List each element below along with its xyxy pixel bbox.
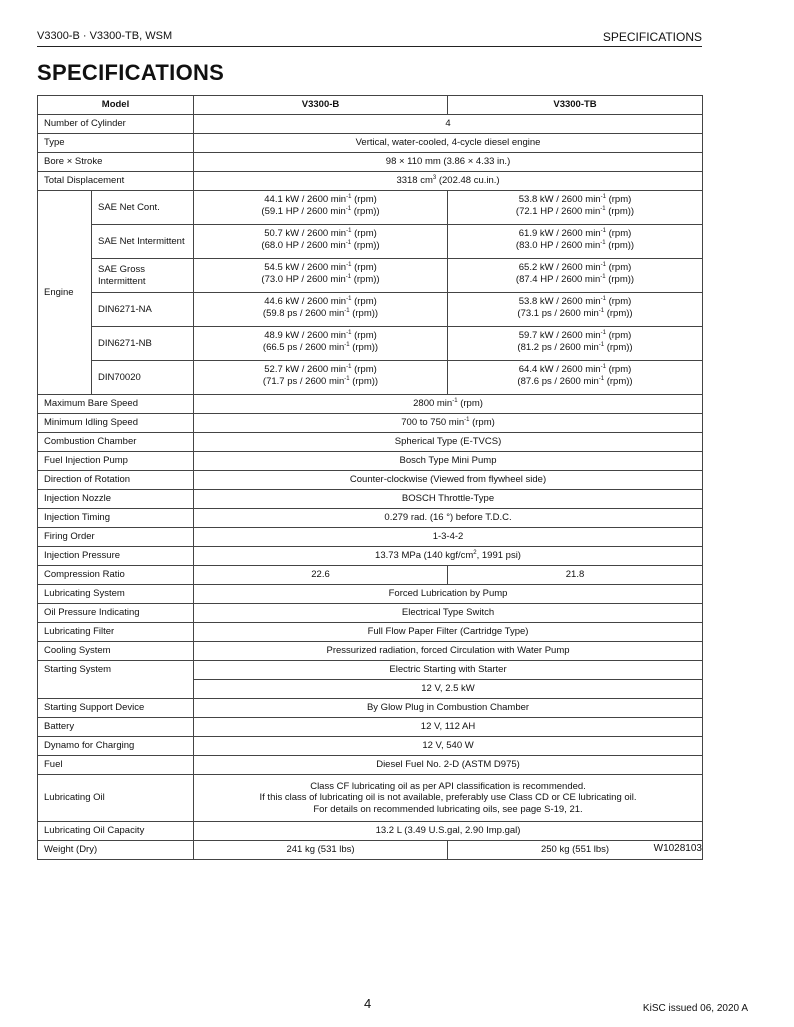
engine-row xyxy=(38,361,703,395)
engine-value-a: 54.5 kW / 2600 $\min^{-1} (rpm)$ (73.0 HP / 2600 $\min^{-1} (rpm)$) xyxy=(194,259,448,293)
engine-row xyxy=(38,191,703,225)
engine-sub-label: DIN6271-NB xyxy=(92,327,194,361)
engine-value-a: 50.7 kW / 2600 $\min^{-1} (rpm)$ (68.0 HP / 2600 $\min^{-1} (rpm)$) xyxy=(194,225,448,259)
row-value: 700 to 750 $\min^{-1} (rpm)$ xyxy=(194,414,703,433)
engine-value-a: 52.7 kW / 2600 $\min^{-1} (rpm)$ (71.7 ps / 2600 $\min^{-1} (rpm)$) xyxy=(194,361,448,395)
row-value: Electric Starting with Starter xyxy=(194,661,703,680)
table-row xyxy=(38,604,703,623)
engine-value-a: 48.9 kW / 2600 $\min^{-1} (rpm)$ (66.5 ps / 2600 $\min^{-1} (rpm)$) xyxy=(194,327,448,361)
row-value-a: 241 kg (531 lbs) xyxy=(194,841,448,860)
engine-value-b: 59.7 kW / 2600 $\min^{-1} (rpm)$ (81.2 ps / 2600 $\min^{-1} (rpm)$) xyxy=(448,327,703,361)
row-value-a: 22.6 xyxy=(194,566,448,585)
table-row xyxy=(38,718,703,737)
row-label: Injection Pressure xyxy=(38,547,194,566)
engine-value-b: 61.9 kW / 2600 $\min^{-1} (rpm)$ (83.0 HP / 2600 $\min^{-1} (rpm)$) xyxy=(448,225,703,259)
row-value: 98 × 110 mm (3.86 × 4.33 in.) xyxy=(194,153,703,172)
col-header-v3300-tb: V3300-TB xyxy=(448,96,703,115)
page-number: 4 xyxy=(364,996,372,1011)
row-value: Pressurized radiation, forced Circulation with Water Pump xyxy=(194,642,703,661)
table-row xyxy=(38,452,703,471)
row-value: 1-3-4-2 xyxy=(194,528,703,547)
table-row xyxy=(38,115,703,134)
table-row xyxy=(38,775,703,822)
table-row xyxy=(38,566,703,585)
engine-value-b: 65.2 kW / 2600 $\min^{-1} (rpm)$ (87.4 HP / 2600 $\min^{-1} (rpm)$) xyxy=(448,259,703,293)
row-value: 12 V, 540 W xyxy=(194,737,703,756)
header-rule xyxy=(37,46,702,47)
row-label: Direction of Rotation xyxy=(38,471,194,490)
row-value: 3318 $cm^3$ (202.48 cu.in.) xyxy=(194,172,703,191)
row-value: Class CF lubricating oil as per API classification is recommended. If this class of lubricating oil is not available, preferably use Class CD or CE lubricating oil. For details on recommended lubricating oils, see page S-19, 21. xyxy=(194,775,703,822)
table-row xyxy=(38,756,703,775)
row-label: Oil Pressure Indicating xyxy=(38,604,194,623)
page-title: SPECIFICATIONS xyxy=(37,60,225,85)
engine-value-b: 64.4 kW / 2600 $\min^{-1} (rpm)$ (87.6 ps / 2600 $\min^{-1} (rpm)$) xyxy=(448,361,703,395)
row-value: Bosch Type Mini Pump xyxy=(194,452,703,471)
table-row xyxy=(38,153,703,172)
engine-value-b: 53.8 kW / 2600 $\min^{-1} (rpm)$ (72.1 HP / 2600 $\min^{-1} (rpm)$) xyxy=(448,191,703,225)
table-row xyxy=(38,623,703,642)
row-value-b: 250 kg (551 lbs) xyxy=(448,841,703,860)
engine-row xyxy=(38,293,703,327)
row-label: Firing Order xyxy=(38,528,194,547)
row-value: 13.73 MPa (140 kgf/$cm^2$, 1991 psi) xyxy=(194,547,703,566)
table-row xyxy=(38,661,703,680)
col-header-v3300-b: V3300-B xyxy=(194,96,448,115)
header-doc-title: V3300-B · V3300-TB, WSM xyxy=(37,30,173,42)
engine-value-a: 44.1 kW / 2600 $\min^{-1} (rpm)$ (59.1 HP / 2600 $\min^{-1} (rpm)$) xyxy=(194,191,448,225)
table-row xyxy=(38,172,703,191)
row-label: Bore × Stroke xyxy=(38,153,194,172)
table-row xyxy=(38,509,703,528)
row-label: Maximum Bare Speed xyxy=(38,395,194,414)
engine-row xyxy=(38,259,703,293)
engine-sub-label: DIN70020 xyxy=(92,361,194,395)
specifications-table xyxy=(37,95,703,860)
row-label: Battery xyxy=(38,718,194,737)
table-row xyxy=(38,841,703,860)
row-label: Starting Support Device xyxy=(38,699,194,718)
row-value: By Glow Plug in Combustion Chamber xyxy=(194,699,703,718)
table-row xyxy=(38,642,703,661)
row-value: Vertical, water-cooled, 4-cycle diesel engine xyxy=(194,134,703,153)
table-row xyxy=(38,737,703,756)
row-label: Compression Ratio xyxy=(38,566,194,585)
row-label: Total Displacement xyxy=(38,172,194,191)
row-label: Lubricating Oil xyxy=(38,775,194,822)
row-label: Lubricating Filter xyxy=(38,623,194,642)
row-label: Fuel xyxy=(38,756,194,775)
row-label: Lubricating Oil Capacity xyxy=(38,822,194,841)
table-row xyxy=(38,414,703,433)
row-label: Starting System xyxy=(38,661,194,699)
row-label: Type xyxy=(38,134,194,153)
row-label: Cooling System xyxy=(38,642,194,661)
table-row xyxy=(38,134,703,153)
engine-sub-label: DIN6271-NA xyxy=(92,293,194,327)
table-row xyxy=(38,547,703,566)
table-row xyxy=(38,433,703,452)
row-value: Diesel Fuel No. 2-D (ASTM D975) xyxy=(194,756,703,775)
row-label: Number of Cylinder xyxy=(38,115,194,134)
table-row xyxy=(38,585,703,604)
row-label: Injection Nozzle xyxy=(38,490,194,509)
row-value: 0.279 rad. (16 °) before T.D.C. xyxy=(194,509,703,528)
col-header-model: Model xyxy=(38,96,194,115)
row-value: Electrical Type Switch xyxy=(194,604,703,623)
row-value: 2800 $\min^{-1} (rpm)$ xyxy=(194,395,703,414)
row-value: 12 V, 112 AH xyxy=(194,718,703,737)
row-value: 12 V, 2.5 kW xyxy=(194,680,703,699)
engine-label: Engine xyxy=(38,191,92,395)
row-label: Lubricating System xyxy=(38,585,194,604)
row-value: Forced Lubrication by Pump xyxy=(194,585,703,604)
row-label: Fuel Injection Pump xyxy=(38,452,194,471)
engine-sub-label: SAE Net Intermittent xyxy=(92,225,194,259)
row-label: Injection Timing xyxy=(38,509,194,528)
table-header-row xyxy=(38,96,703,115)
table-row xyxy=(38,822,703,841)
row-value: Spherical Type (E-TVCS) xyxy=(194,433,703,452)
row-label: Combustion Chamber xyxy=(38,433,194,452)
row-label: Minimum Idling Speed xyxy=(38,414,194,433)
row-label: Weight (Dry) xyxy=(38,841,194,860)
engine-value-b: 53.8 kW / 2600 $\min^{-1} (rpm)$ (73.1 ps / 2600 $\min^{-1} (rpm)$) xyxy=(448,293,703,327)
table-row xyxy=(38,395,703,414)
table-row xyxy=(38,471,703,490)
row-value: BOSCH Throttle-Type xyxy=(194,490,703,509)
header-section-title: SPECIFICATIONS xyxy=(602,30,702,44)
table-row xyxy=(38,699,703,718)
issue-note: KiSC issued 06, 2020 A xyxy=(642,1003,748,1014)
engine-sub-label: SAE Gross Intermittent xyxy=(92,259,194,293)
row-value-b: 21.8 xyxy=(448,566,703,585)
engine-row xyxy=(38,225,703,259)
table-row xyxy=(38,528,703,547)
row-value: 4 xyxy=(194,115,703,134)
engine-value-a: 44.6 kW / 2600 $\min^{-1} (rpm)$ (59.8 ps / 2600 $\min^{-1} (rpm)$) xyxy=(194,293,448,327)
row-value: Counter-clockwise (Viewed from flywheel side) xyxy=(194,471,703,490)
engine-sub-label: SAE Net Cont. xyxy=(92,191,194,225)
engine-row xyxy=(38,327,703,361)
table-row xyxy=(38,490,703,509)
document-code: W1028103 xyxy=(653,843,702,854)
row-value: Full Flow Paper Filter (Cartridge Type) xyxy=(194,623,703,642)
row-label: Dynamo for Charging xyxy=(38,737,194,756)
row-value: 13.2 L (3.49 U.S.gal, 2.90 Imp.gal) xyxy=(194,822,703,841)
